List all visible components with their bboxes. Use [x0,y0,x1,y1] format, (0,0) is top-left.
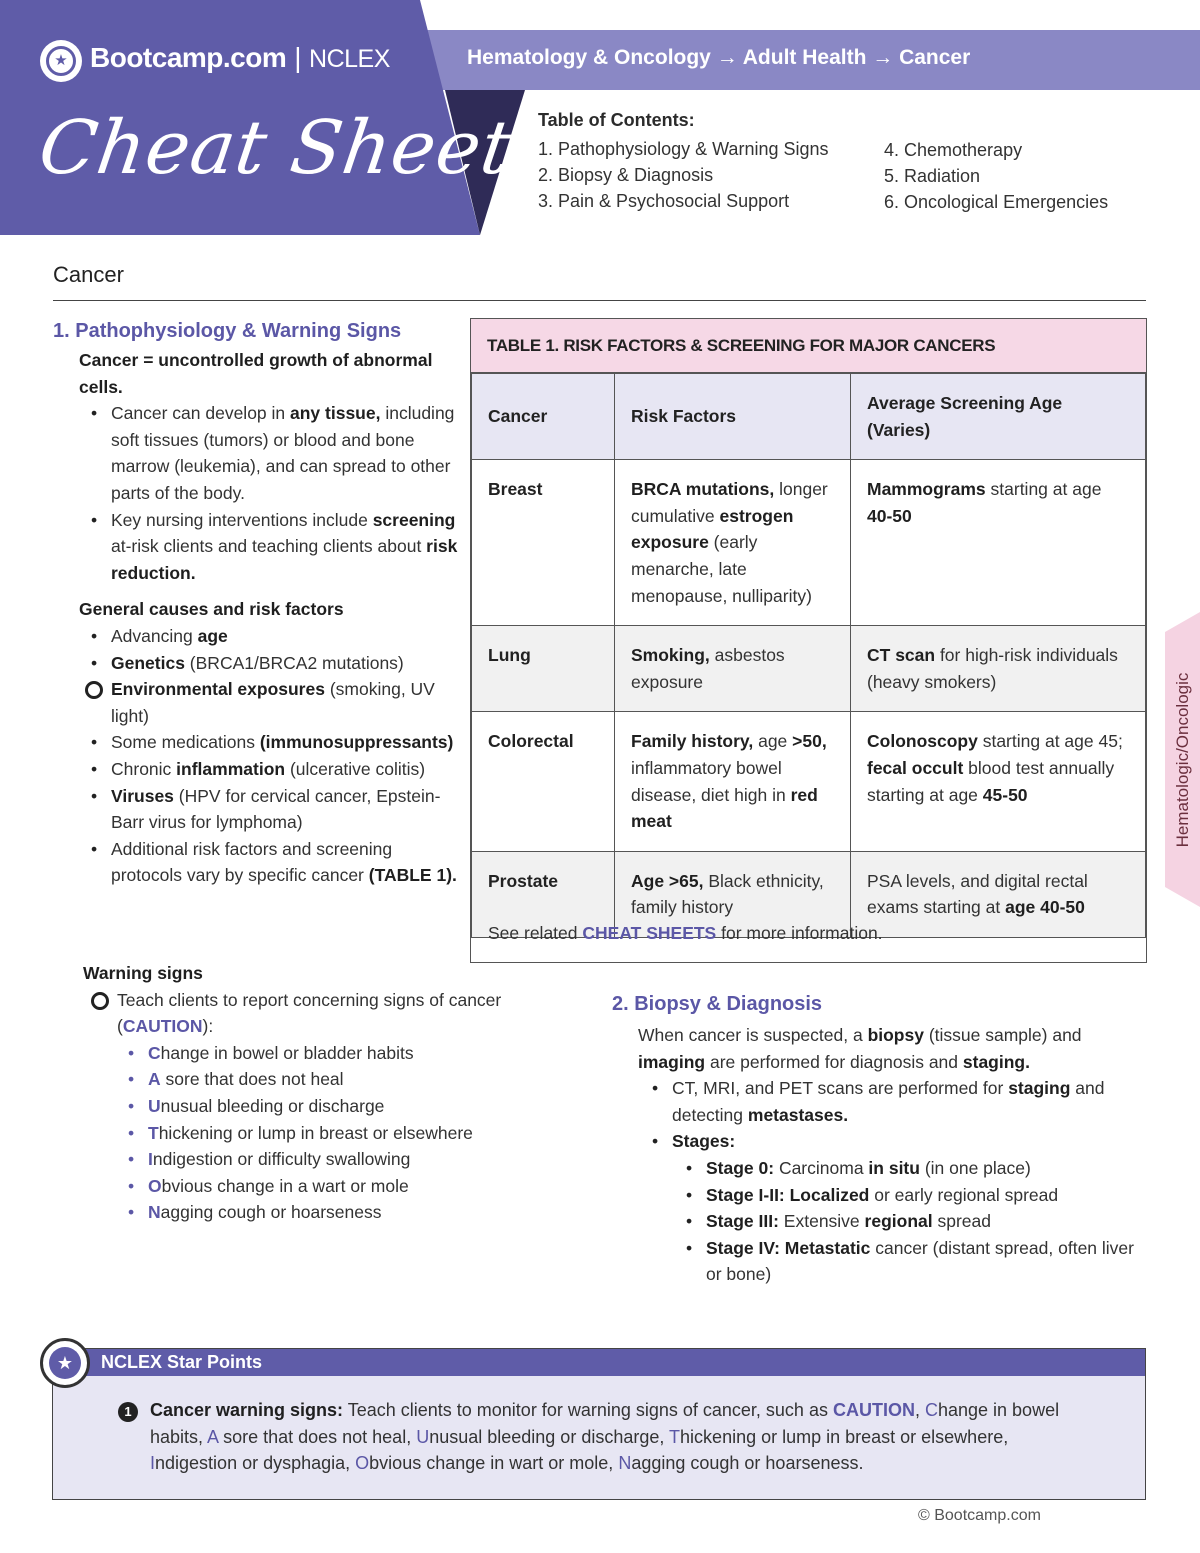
risk-cell: BRCA mutations, longer cumulative estrogen exposure (early menarche, late menopause, nulliparity) [615,460,851,626]
causes-heading: General causes and risk factors [79,599,344,620]
brand-name: Bootcamp.com [90,42,287,73]
side-tab-label: Hematologic/Oncologic [1173,672,1192,848]
table-row [472,626,1146,712]
caution-item: • Obvious change in a wart or mole [128,1173,573,1200]
cancer-cell: Lung [472,626,615,712]
risk-factors-table [470,318,1147,963]
warning-signs [83,960,573,1226]
causes-list [91,623,463,889]
section-heading: 1. Pathophysiology & Warning Signs [53,320,402,342]
caution-item: • Thickening or lump in breast or elsewhere [128,1120,573,1147]
column-header: Average Screening Age (Varies) [851,374,1146,460]
list-item: Environmental exposures (smoking, UV light) [91,676,463,729]
list-item: • Genetics (BRCA1/BRCA2 mutations) [91,650,463,677]
table-footer: See related CHEAT SHEETS for more information. [488,923,883,943]
table-caption: TABLE 1. RISK FACTORS & SCREENING FOR MAJOR CANCERS [471,319,1146,373]
brand-separator: | [294,42,302,73]
table-row [472,712,1146,851]
list-item: • Chronic inflammation (ulcerative colitis) [91,756,463,783]
list-item: • Some medications (immunosuppressants) [91,729,463,756]
screening-cell: Mammograms starting at age 40-50 [851,460,1146,626]
list-item: Teach clients to report concerning signs of cancer (CAUTION): [97,987,573,1040]
warning-intro [97,987,573,1040]
list-item: • Advancing age [91,623,463,650]
risk-cell: Smoking, asbestos exposure [615,626,851,712]
stage-item: • Stage III: Extensive regional spread [686,1208,1147,1235]
toc-column-2 [884,137,1108,215]
caution-item: • Nagging cough or hoarseness [128,1199,573,1226]
list-item: • Additional risk factors and screening protocols vary by specific cancer (TABLE 1). [91,836,463,889]
star-point-number: 1 [118,1402,138,1422]
brand-product: NCLEX [309,45,390,73]
stage-item: • Stage I-II: Localized or early regional spread [686,1182,1147,1209]
column-header: Cancer [472,374,615,460]
list-item: • Stages: • Stage 0: Carcinoma in situ (in one place) • Stage I-II: Localized or early regional spread • Stage III: Extensive regional spread • Stage IV: Metastatic cancer (distant spread, often liver or bone) [652,1128,1147,1288]
star-point-text: Cancer warning signs: Teach clients to monitor for warning signs of cancer, such as CAUTION, Change in bowel habits, A sore that does not heal, Unusual bleeding or discharge, Thickening or lump in breast or elsewhere, Indigestion or dysphagia, Obvious change in wart or mole, Nagging cough or hoarseness. [150,1400,1060,1474]
breadcrumb: Hematology & Oncology → Adult Health → Cancer [467,46,971,69]
definition-bullets [91,400,463,586]
star-icon: ★ [40,1338,90,1388]
biopsy-bullets [652,1075,1147,1288]
star-points-label: NCLEX Star Points [101,1352,263,1372]
cancer-cell: Colorectal [472,712,615,851]
table-row [472,460,1146,626]
list-item: • Viruses (HPV for cervical cancer, Epstein-Barr virus for lymphoma) [91,783,463,836]
list-item: • Key nursing interventions include screening at-risk clients and teaching clients about risk reduction. [91,507,463,587]
table-header-row [472,374,1146,460]
warning-heading: Warning signs [83,963,203,983]
section-biopsy [612,993,1147,1288]
toc-item[interactable]: 4. Chemotherapy [884,140,1023,160]
toc-item[interactable]: 5. Radiation [884,166,981,186]
bootcamp-logo-icon: ★ [40,40,82,82]
toc-item[interactable]: 1. Pathophysiology & Warning Signs [538,139,829,159]
list-item: • CT, MRI, and PET scans are performed for staging and detecting metastases. [652,1075,1147,1128]
cheat-sheets-title: Cheat Sheets [33,105,558,191]
section-pathophysiology [53,320,463,889]
toc-title: Table of Contents: [538,110,695,130]
stage-item: • Stage 0: Carcinoma in situ (in one place) [686,1155,1147,1182]
page-title: Cancer [53,262,124,287]
brand [90,42,390,74]
cheat-sheets-link[interactable]: CHEAT SHEETS [582,923,717,943]
risk-cell: Age >65, Black ethnicity, family history [615,851,851,937]
list-item: • Cancer can develop in any tissue, including soft tissues (tumors) or blood and bone marrow (leukemia), and can spread to other parts of the body. [91,400,463,506]
cancer-cell: Breast [472,460,615,626]
biopsy-intro: When cancer is suspected, a biopsy (tissue sample) and imaging are performed for diagnosis and staging. [638,1025,1082,1072]
table-body [471,373,1146,938]
stages-list [686,1155,1147,1288]
caution-item: • A sore that does not heal [128,1066,573,1093]
toc-column-1 [538,136,829,214]
copyright: © Bootcamp.com [918,1507,1041,1524]
cancer-cell: Prostate [472,851,615,937]
screening-cell: Colonoscopy starting at age 45; fecal occult blood test annually starting at age 45-50 [851,712,1146,851]
toc-item[interactable]: 3. Pain & Psychosocial Support [538,191,790,211]
stage-item: • Stage IV: Metastatic cancer (distant spread, often liver or bone) [686,1235,1147,1288]
section-heading: 2. Biopsy & Diagnosis [612,993,823,1015]
caution-list [128,1040,573,1226]
divider [53,300,1146,301]
screening-cell: CT scan for high-risk individuals (heavy smokers) [851,626,1146,712]
toc-item[interactable]: 6. Oncological Emergencies [884,192,1109,212]
risk-cell: Family history, age >50, inflammatory bowel disease, diet high in red meat [615,712,851,851]
cancer-definition: Cancer = uncontrolled growth of abnormal cells. [79,350,433,397]
column-header: Risk Factors [615,374,851,460]
caution-item: • Unusual bleeding or discharge [128,1093,573,1120]
caution-item: • Change in bowel or bladder habits [128,1040,573,1067]
caution-item: • Indigestion or difficulty swallowing [128,1146,573,1173]
screening-cell: PSA levels, and digital rectal exams starting at age 40-50 [851,851,1146,937]
toc-item[interactable]: 2. Biopsy & Diagnosis [538,165,714,185]
